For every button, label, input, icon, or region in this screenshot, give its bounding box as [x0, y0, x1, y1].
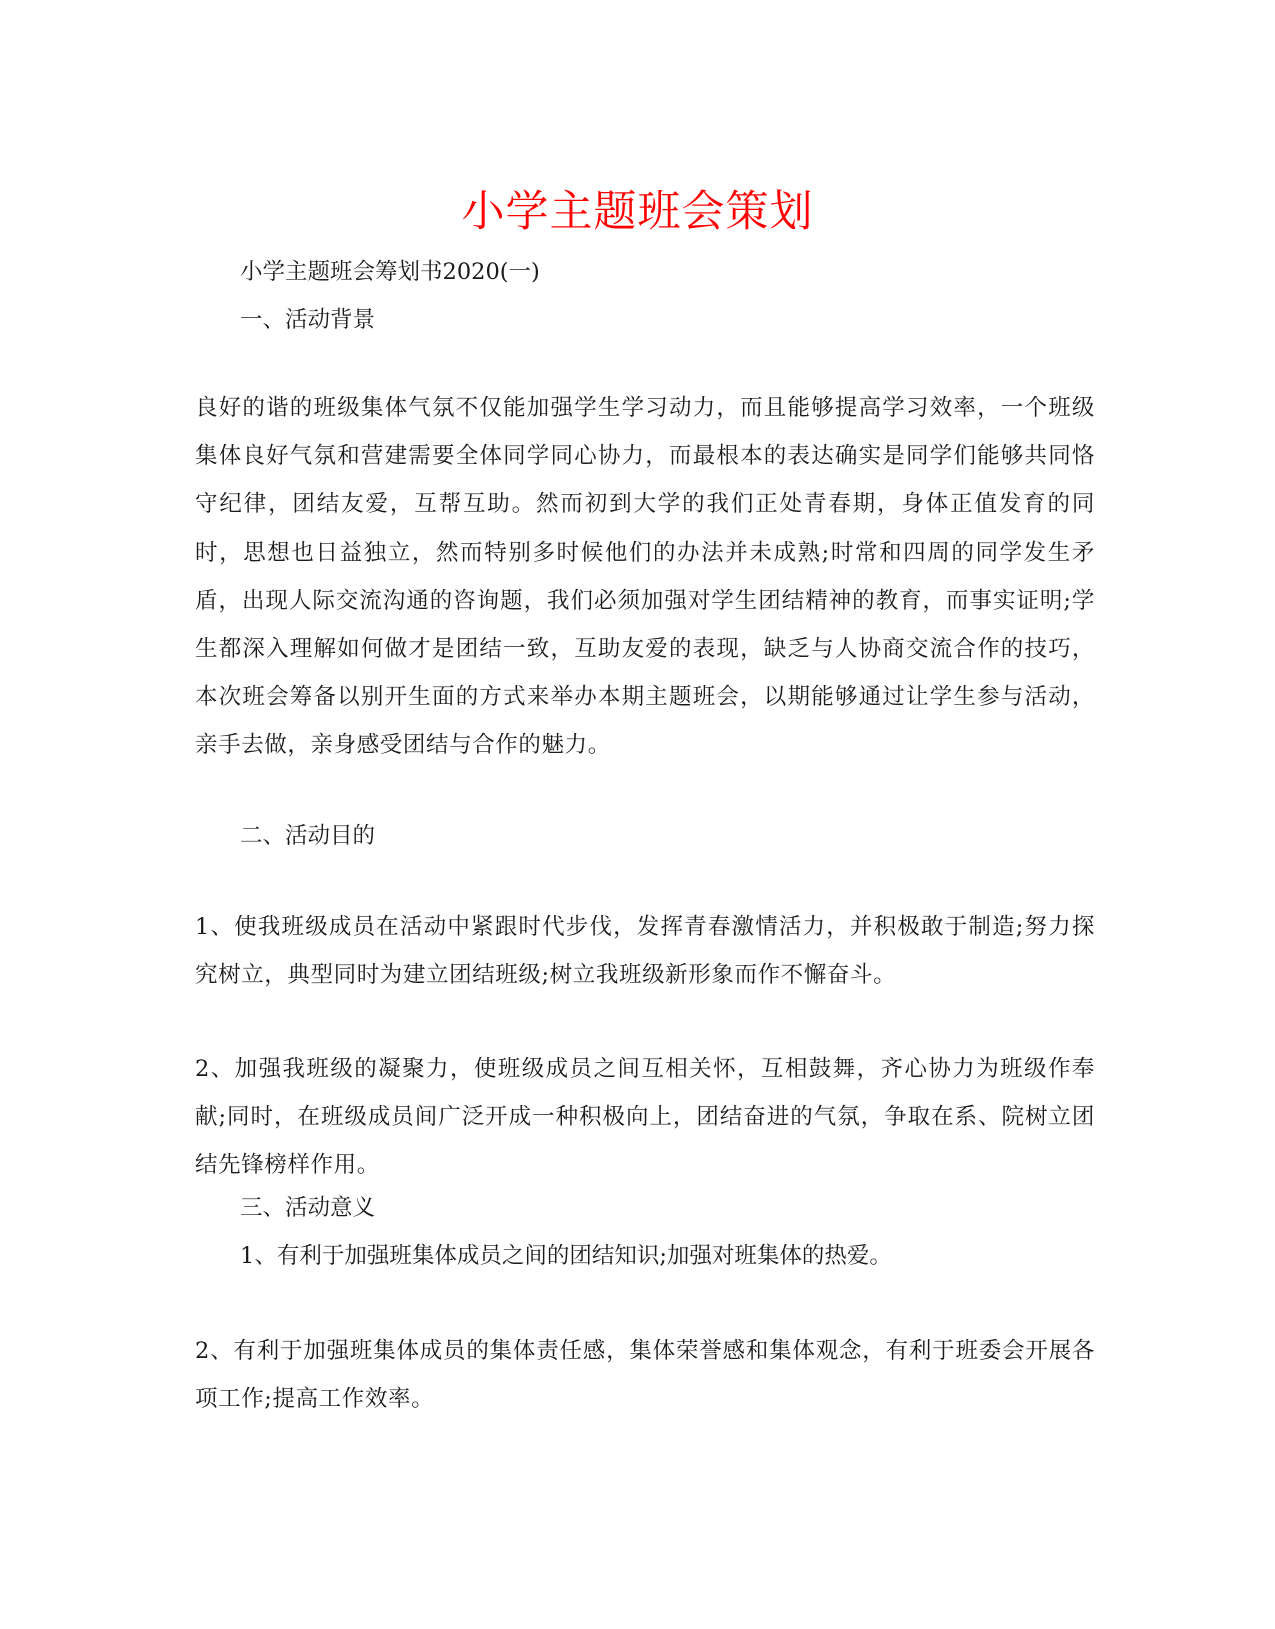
purpose-item-1: 1、使我班级成员在活动中紧跟时代步伐，发挥青春激情活力，并积极敢于制造;努力探究树立，典型同时为建立团结班级;树立我班级新形象而作不懈奋斗。: [195, 914, 1095, 989]
section-heading-background: 一、活动背景: [240, 307, 376, 333]
document-title: 小学主题班会策划: [461, 187, 814, 237]
section-body-background: 良好的谐的班级集体气氛不仅能加强学生学习动力，而且能够提高学习效率，一个班级集体良好气氛和营建需要全体同学同心协力，而最根本的表达确实是同学们能够共同恪守纪律，团结友爱，互帮互助。然而初到大学的我们正处青春期，身体正值发育的同时，思想也日益独立，然而特别多时候他们的办法并未成熟;时常和四周的同学发生矛盾，出现人际交流沟通的咨询题，我们必须加强对学生团结精神的教育，而事实证明;学生都深入理解如何做才是团结一致，互助友爱的表现，缺乏与人协商交流合作的技巧，本次班会筹备以别开生面的方式来举办本期主题班会，以期能够通过让学生参与活动，亲手去做，亲身感受团结与合作的魅力。: [195, 395, 1095, 759]
significance-item-1: 1、有利于加强班集体成员之间的团结知识;加强对班集体的热爱。: [240, 1243, 892, 1269]
section-heading-significance: 三、活动意义: [240, 1195, 376, 1221]
document-subtitle: 小学主题班会筹划书2020(一): [240, 259, 540, 285]
significance-item-2: 2、有利于加强班集体成员的集体责任感，集体荣誉感和集体观念，有利于班委会开展各项工作;提高工作效率。: [195, 1338, 1095, 1413]
section-heading-purpose: 二、活动目的: [240, 823, 376, 849]
purpose-item-2: 2、加强我班级的凝聚力，使班级成员之间互相关怀，互相鼓舞，齐心协力为班级作奉献;同时，在班级成员间广泛开成一种积极向上，团结奋进的气氛，争取在系、院树立团结先锋榜样作用。: [195, 1056, 1095, 1179]
